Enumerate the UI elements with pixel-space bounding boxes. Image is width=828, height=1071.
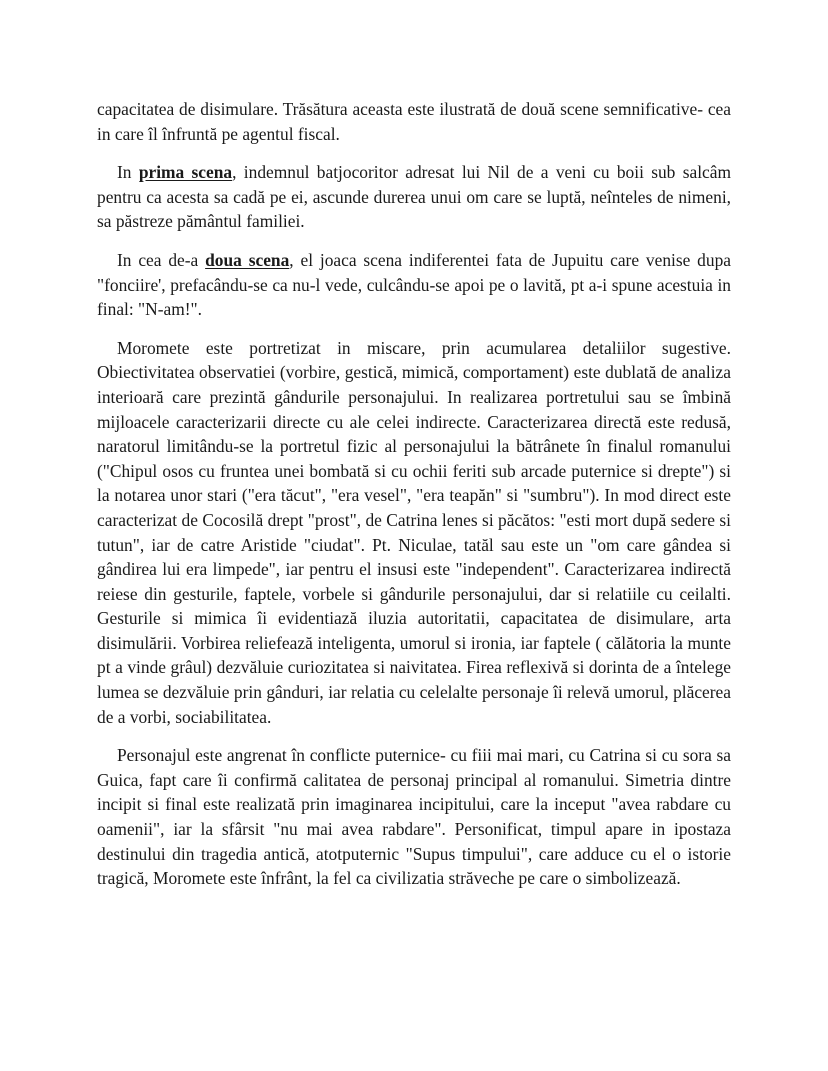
paragraph-2 (97, 160, 731, 234)
paragraph-1-text: capacitatea de disimulare. Trăsătura aceasta este ilustrată de două scene semnificative- cea in care îl înfruntă pe agentul fiscal. (97, 99, 731, 144)
paragraph-3-rest: , el joaca scena indiferentei fata de Jupuitu care venise dupa "fonciire', prefacându-se ca nu-l vede, culcându-se apoi pe o lavită, pt a-i spune acestuia in final: "N-am!". (97, 249, 731, 320)
paragraph-2-rest: , indemnul batjocoritor adresat lui Nil de a veni cu boii sub salcâm pentru ca acesta sa cadă pe ei, ascunde durerea unui om care se luptă, neînteles de nimeni, sa păstreze pământul familiei. (97, 162, 731, 232)
paragraph-2-lead: In (117, 162, 139, 183)
paragraph-3 (97, 248, 731, 322)
paragraph-3-lead: In cea de-a (117, 249, 206, 270)
paragraph-5-text: Personajul este angrenat în conflicte puternice- cu fiii mai mari, cu Catrina si cu sora sa Guica, fapt care îi confirmă calitatea de personaj principal al romanului. Simetria dintre incipit si final este realizată prin imaginarea incipitului, care la inceput "avea rabdare cu oamenii", iar la sfârsit "nu mai avea rabdare". Personificat, timpul apare in ipostaza destinului din tragedia antică, atotputernic "Supus timpului", care adduce cu el o istorie tragică, Moromete este înfrânt, la fel ca civilizatia străveche pe care o simbolizează. (97, 745, 731, 889)
paragraph-5 (97, 743, 731, 891)
paragraph-4-text: Moromete este portretizat in miscare, prin acumularea detaliilor sugestive. Obiectivitatea observatiei (vorbire, gestică, mimică, comportament) este dublată de analiza interioară care prezintă gândurile personajului. In realizarea portretului sau se îmbină mijloacele caracterizarii directe cu ale celei indirecte. Caracterizarea directă este redusă, naratorul limitându-se la portretul fizic al personajului la bătrânete în finalul romanului ("Chipul osos cu fruntea unei bombată si cu ochii feriti sub arcade puternice si drepte") si la notarea unor stari ("era tăcut", "era vesel", "era teapăn" si "sumbru"). In mod direct este caracterizat de Cocosilă drept "prost", de Catrina lenes si păcătos: "esti mort după sedere si tutun", iar de catre Aristide "ciudat". Pt. Niculae, tatăl sau este un "om care gândea si gândirea lui era limpede", iar pentru el insusi este "independent". Caracterizarea indirectă reiese din gesturile, faptele, vorbele si gândurile personajului, dar si relatiile cu ceilalti. Gesturile si mimica îi evidentiază iluzia autoritatii, capacitatea de disimulare, arta disimulării. Vorbirea reliefează inteligenta, umorul si ironia, iar faptele ( călătoria la munte pt a vinde grâul) dezvăluie curiozitatea si naivitatea. Firea reflexivă si dorinta de a întelege lumea se dezvăluie prin gânduri, iar relatia cu celelalte personaje îi relevă umorul, plăcerea de a vorbi, sociabilitatea. (97, 337, 731, 727)
doua-scena-emphasis: doua scena (205, 249, 290, 270)
prima-scena-emphasis: prima scena (138, 162, 233, 183)
paragraph-4 (97, 336, 731, 730)
document-page (97, 97, 731, 905)
paragraph-1 (97, 97, 731, 146)
